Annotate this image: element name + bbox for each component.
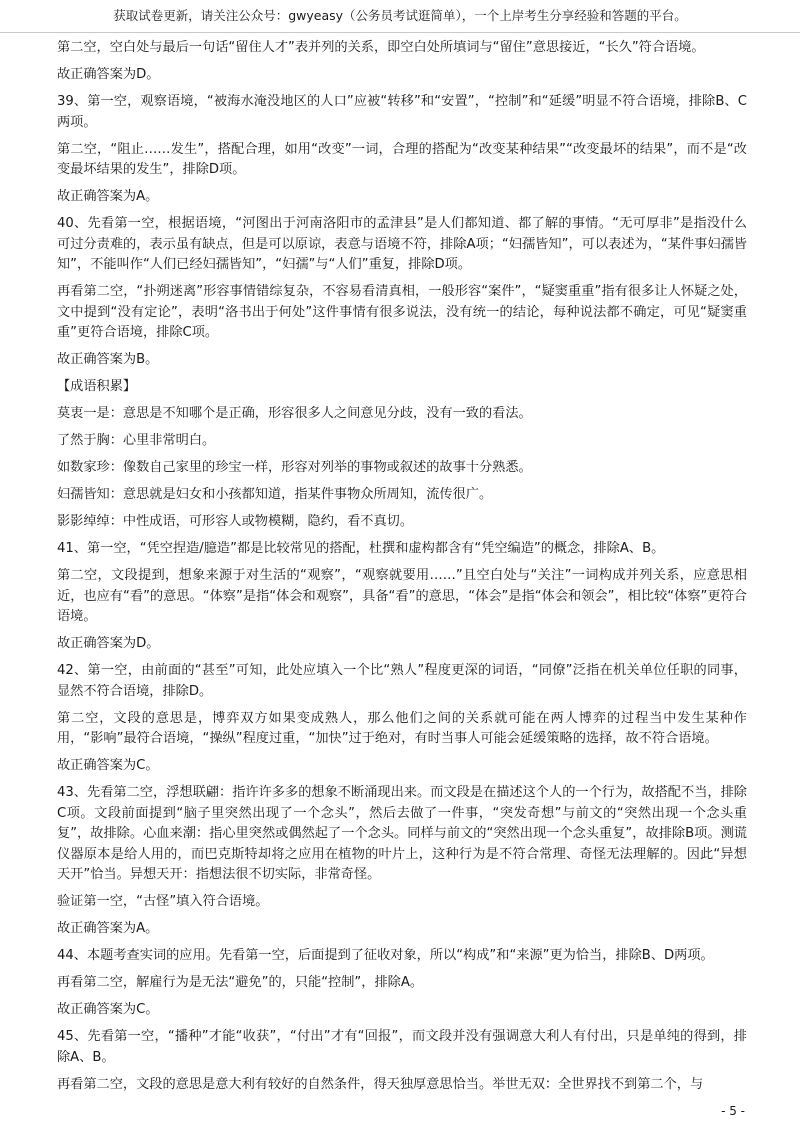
document-body	[57, 38, 747, 1102]
paragraph: 第二空，文段的意思是，博弈双方如果变成熟人，那么他们之间的关系就可能在两人博弈的过程当中发生某种作用，“影响”最符合语境，“操纵”程度过重，“加快”过于绝对，有时当事人可能会延缓策略的选择，故不符合语境。	[57, 710, 747, 746]
paragraph: 44、本题考查实词的应用。先看第一空，后面提到了征收对象，所以“构成”和“来源”更为恰当，排除B、D两项。	[57, 948, 714, 963]
paragraph: 故正确答案为D。	[57, 67, 160, 82]
paragraph: 故正确答案为A。	[57, 189, 159, 204]
paragraph: 第二空，文段提到，想象来源于对生活的“观察”，“观察就要用……”且空白处与“关注”一词构成并列关系，应意思相近，也应有“看”的意思。“体察”是指“体会和观察”，具备“看”的意思，“体会”是指“体会和领会”，相比较“体察”更符合语境。	[57, 568, 747, 624]
page-header: 获取试卷更新，请关注公众号：gwyeasy（公务员考试逛简单），一个上岸考生分享经验和答题的平台。	[0, 0, 800, 33]
paragraph: 43、先看第二空，浮想联翩：指许许多多的想象不断涌现出来。而文段是在描述这个人的一个行为，故搭配不当，排除C项。文段前面提到“脑子里突然出现了一个念头”，然后去做了一件事，“突发奇想”与前文的“突然出现一个念头重复”，故排除。心血来潮：指心里突然或偶然起了一个念头。同样与前文的“突然出现一个念头重复”，故排除B项。测谎仪器原本是给人用的，而巴克斯特却将之应用在植物的叶片上，这种行为是不符合常理、奇怪无法理解的。因此“异想天开”恰当。异想天开：指想法很不切实际，非常奇怪。	[57, 785, 747, 882]
paragraph: 45、先看第一空，“播种”才能“收获”，“付出”才有“回报”，而文段并没有强调意大利人有付出，只是单纯的得到，排除A、B。	[57, 1029, 747, 1065]
idiom-entry: 莫衷一是：意思是不知哪个是正确，形容很多人之间意见分歧，没有一致的看法。	[57, 406, 532, 421]
paragraph: 再看第二空，解雇行为是无法“避免”的，只能“控制”，排除A。	[57, 975, 424, 990]
paragraph: 42、第一空，由前面的“甚至”可知，此处应填入一个比“熟人”程度更深的词语，“同僚”泛指在机关单位任职的同事，显然不符合语境，排除D。	[57, 663, 747, 699]
idiom-entry: 妇孺皆知：意思就是妇女和小孩都知道，指某件事物众所周知，流传很广。	[57, 487, 493, 502]
idiom-entry: 了然于胸：心里非常明白。	[57, 433, 216, 448]
idiom-entry: 影影绰绰：中性成语，可形容人或物模糊，隐约，看不真切。	[57, 514, 414, 529]
paragraph: 故正确答案为C。	[57, 1002, 159, 1017]
paragraph: 故正确答案为D。	[57, 636, 160, 651]
paragraph: 第二空，空白处与最后一句话“留住人才”表并列的关系，即空白处所填词与“留住”意思接近，“长久”符合语境。	[57, 40, 705, 55]
paragraph: 故正确答案为B。	[57, 352, 159, 367]
page-number: - 5 -	[721, 1104, 745, 1118]
paragraph: 故正确答案为C。	[57, 758, 159, 773]
paragraph: 验证第一空，“古怪”填入符合语境。	[57, 894, 269, 909]
paragraph: 40、先看第一空，根据语境，“河图出于河南洛阳市的孟津县”是人们都知道、都了解的事情。“无可厚非”是指没什么可过分责难的，表示虽有缺点，但是可以原谅，表意与语境不符，排除A项；“妇孺皆知”，可以表述为，“某件事妇孺皆知”，不能叫作“人们已经妇孺皆知”，“妇孺”与“人们”重复，排除D项。	[57, 216, 747, 272]
paragraph: 再看第二空，“扑朔迷离”形容事情错综复杂，不容易看清真相，一般形容“案件”，“疑窦重重”指有很多让人怀疑之处，文中提到“没有定论”，表明“洛书出于何处”这件事情有很多说法，没有统一的结论，每种说法都不确定，可见“疑窦重重”更符合语境，排除C项。	[57, 284, 747, 340]
paragraph: 39、第一空，观察语境，“被海水淹没地区的人口”应被“转移”和“安置”，“控制”和“延缓”明显不符合语境，排除B、C两项。	[57, 94, 747, 130]
section-heading: 【成语积累】	[57, 379, 137, 394]
paragraph: 故正确答案为A。	[57, 921, 159, 936]
paragraph: 41、第一空，“凭空捏造/臆造”都是比较常见的搭配，杜撰和虚构都含有“凭空编造”的概念，排除A、B。	[57, 541, 665, 556]
idiom-entry: 如数家珍：像数自己家里的珍宝一样，形容对列举的事物或叙述的故事十分熟悉。	[57, 460, 532, 475]
paragraph: 第二空，“阻止……发生”，搭配合理，如用“改变”一词，合理的搭配为“改变某种结果”“改变最坏的结果”，而不是“改变最坏结果的发生”，排除D项。	[57, 141, 747, 177]
paragraph: 再看第二空，文段的意思是意大利有较好的自然条件，得天独厚意思恰当。举世无双：全世界找不到第二个，与	[57, 1076, 704, 1092]
